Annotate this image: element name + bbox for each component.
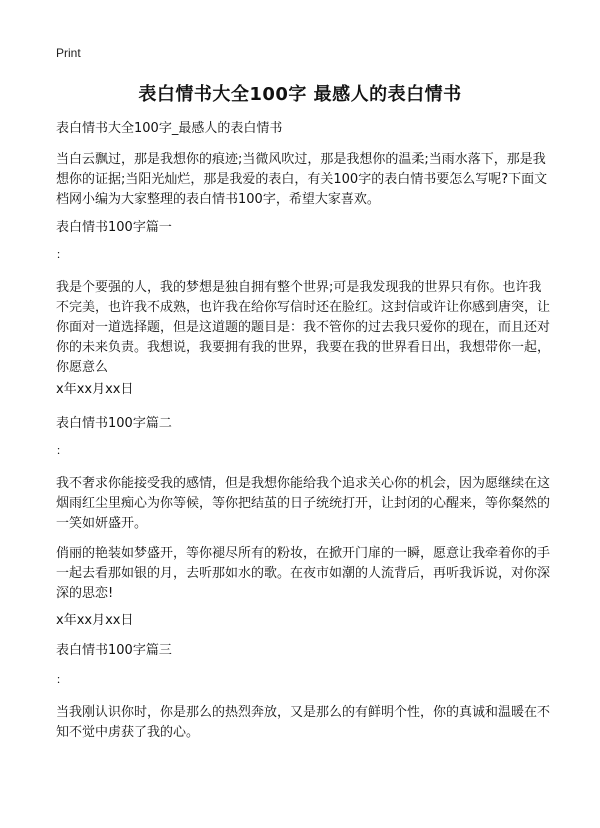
section-heading: 表白情书100字篇二	[56, 416, 172, 431]
section-marker: ：	[56, 673, 67, 686]
intro-paragraph: 当白云飘过，那是我想你的痕迹;当微风吹过，那是我想你的温柔;当雨水落下，那是我想你的证据;当阳光灿烂，那是我爱的表白，有关100字的表白情书要怎么写呢?下面文档网小编为大家整理的表白情书100字，希望大家喜欢。	[56, 152, 548, 207]
print-label: Print	[56, 46, 81, 60]
section-date: x年xx月xx日	[56, 613, 134, 628]
section-paragraph: 当我刚认识你时，你是那么的热烈奔放，又是那么的有鲜明个性，你的真诚和温暖在不知不觉中虏获了我的心。	[56, 705, 551, 740]
section-paragraph: 我不奢求你能接受我的感情，但是我想你能给我个追求关心你的机会，因为愿继续在这烟雨红尘里痴心为你等候，等你把结茧的日子统统打开，让封闭的心醒来，等你粲然的一笑如妍盛开。	[56, 476, 551, 531]
section-heading: 表白情书100字篇三	[56, 643, 172, 658]
document-title: 表白情书大全100字 最感人的表白情书	[138, 84, 462, 105]
document-subtitle: 表白情书大全100字_最感人的表白情书	[56, 121, 283, 136]
section-paragraph: 俏丽的艳装如梦盛开，等你褪尽所有的粉妆，在掀开门扉的一瞬，愿意让我牵着你的手一起去看那如银的月，去听那如水的歌。在夜市如潮的人流背后，再听我诉说，对你深深的思恋!	[56, 546, 551, 601]
section-heading: 表白情书100字篇一	[56, 220, 172, 235]
section-paragraph: 我是个要强的人，我的梦想是独自拥有整个世界;可是我发现我的世界只有你。也许我不完美，也许我不成熟，也许我在给你写信时还在脸红。这封信或许让你感到唐突，让你面对一道选择题，但是这道题的题目是：我不管你的过去我只爱你的现在，而且还对你的未来负责。我想说，我要拥有我的世界，我要在我的世界看日出，我想带你一起，你愿意么	[56, 280, 551, 375]
section-marker: ：	[56, 444, 67, 457]
section-marker: ：	[56, 248, 67, 261]
section-date: x年xx月xx日	[56, 382, 134, 397]
